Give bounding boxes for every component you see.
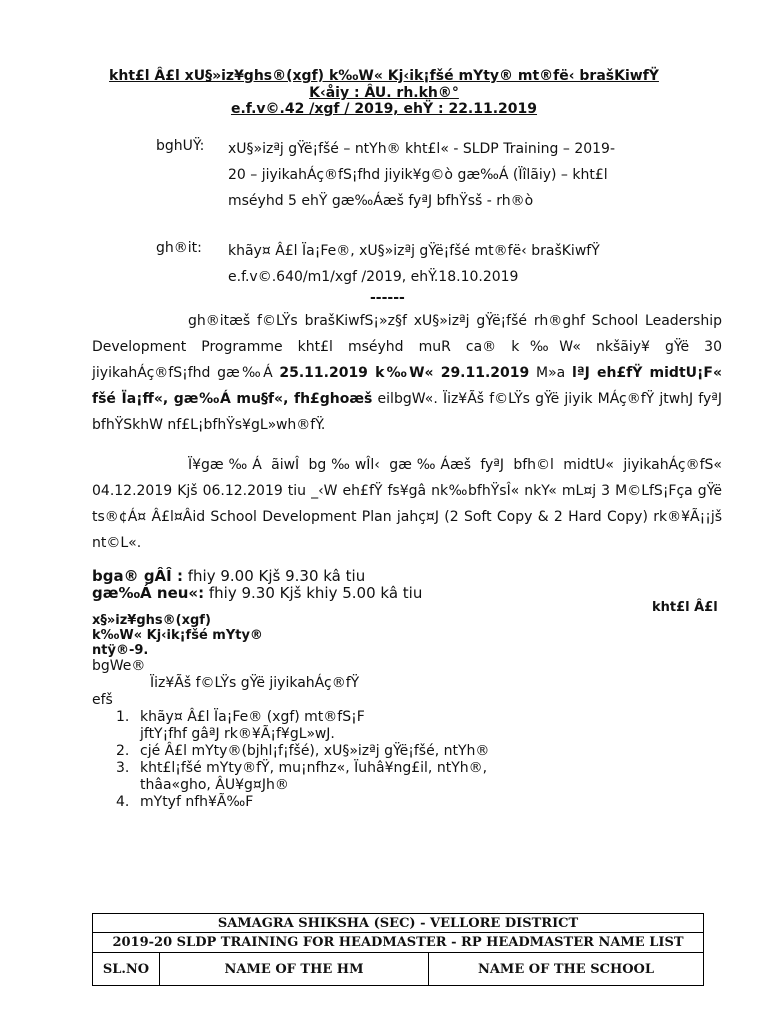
subject-label: bghUŸ: — [156, 138, 205, 154]
list-number: 4. — [116, 794, 130, 810]
date-and: k‰W« — [367, 365, 441, 381]
training-time — [92, 583, 422, 603]
training-label: gæ‰Á neu«: — [92, 584, 205, 602]
list-number: 2. — [116, 743, 130, 759]
list-item — [116, 760, 489, 794]
list-line: thâa«gho, ÂU¥g¤Jh® — [140, 777, 289, 793]
list-line: khãy¤ Â£l Ïa¡Fe® (xgf) mt®fS¡F — [140, 709, 365, 725]
subject-line: 20 – jiyikahÁç®fS¡fhd jiyik¥g©ò gæ‰Á (Ïîlãiy) – kht£l — [228, 167, 608, 183]
header-line-1: kht£l Â£l xU§»iz¥ghs®(xgf) k‰W« Kj‹ik¡fšé mYty® mt®fë‹ brašKiwfŸ — [109, 68, 659, 84]
signature-line: x§»iz¥ghs®(xgf) — [92, 613, 211, 628]
signature-right: kht£l Â£l — [652, 600, 718, 615]
recipient-text: Ïiz¥Ãš f©LŸs gŸë jiyikahÁç®fŸ — [150, 675, 360, 691]
registration-label: bga® gÂÎ : — [92, 567, 183, 585]
para1-text: gh®itæš f©LŸs brašKiwfS¡»z§f xU§»izªj gŸë¡fšé rh®ghf School Leadership Development Programme kht£l mséyhd muR ca® k‰W« nkšãiy¥ gŸë 30 jiyikahÁç®fS¡fhd gæ‰Á — [92, 313, 722, 381]
column-header-hm-name: NAME OF THE HM — [160, 953, 429, 986]
body-paragraph-1 — [92, 308, 722, 438]
para1-text: eilbgW«. Ïiz¥Ãš f©LŸs gŸë jiyik MÁç®fŸ jtwhJ fyªJ bfhŸSkhW nf£L¡bfhŸs¥gL»wh®fŸ. — [92, 391, 723, 433]
table-title: SAMAGRA SHIKSHA (SEC) - VELLORE DISTRICT — [93, 914, 704, 933]
body-paragraph-2: Ï¥gæ‰Á ãiwÎ bg‰wÎl‹ gæ‰Áæš fyªJ bfh©l midtU« jiyikahÁç®fS« 04.12.2019 Kjš 06.12.2019 tiu _‹W eh£fŸ fs¥gâ nk‰bfhŸsÎ« nkY« mL¤j 3 M©LfS¡Fça gŸë ts®¢Á¤ Â£l¤Âid School Development Plan jahç¤J (2 Soft Copy & 2 Hard Copy) rk®¥Ã¡¡jš nt©L«. — [92, 457, 722, 551]
signature-line: ntÿ®-9. — [92, 643, 149, 658]
table-subtitle: 2019-20 SLDP TRAINING FOR HEADMASTER - RP HEADMASTER NAME LIST — [93, 933, 704, 953]
list-line: jftY¡fhf gâªJ rk®¥Ã¡f¥gL»wJ. — [140, 726, 335, 742]
subject-line: xU§»izªj gŸë¡fšé – ntYh® kht£l« - SLDP Training – 2019- — [228, 141, 616, 157]
list-number: 3. — [116, 760, 130, 776]
list-item — [116, 794, 489, 811]
list-line: mYtyf nfh¥Ã‰F — [140, 794, 254, 810]
venue-phrase: lªJ eh£fŸ midtU¡F« fšé Ïa¡ff«, gæ‰Á mu§f«, fh£ghoæš — [92, 365, 723, 407]
reference-label: gh®it: — [156, 240, 202, 256]
header-line-3: e.f.v©.42 /xgf / 2019, ehŸ : 22.11.2019 — [230, 101, 538, 117]
column-header-school-name: NAME OF THE SCHOOL — [429, 953, 704, 986]
reference-text — [228, 238, 600, 290]
subject-text — [228, 136, 615, 214]
para1-text: M»a — [529, 365, 572, 381]
separator: ------ — [370, 290, 405, 306]
list-line: cjé Â£l mYty®(bjhl¡f¡fšé), xU§»izªj gŸë¡fšé, ntYh® — [140, 743, 490, 759]
list-number: 1. — [116, 709, 130, 725]
header-line-2: K‹åiy : ÂU. rh.kh®° — [309, 85, 459, 101]
training-value: fhiy 9.30 Kjš khiy 5.00 kâ tiu — [204, 584, 423, 602]
column-header-slno: SL.NO — [93, 953, 160, 986]
copy-list — [116, 709, 489, 811]
headmaster-table — [92, 913, 704, 986]
date-to: 29.11.2019 — [440, 365, 530, 381]
registration-value: fhiy 9.00 Kjš 9.30 kâ tiu — [182, 567, 366, 585]
list-line: kht£l¡fšé mYty®fŸ, mu¡nfhz«, Ïuhâ¥ng£il, ntYh®, — [140, 760, 488, 776]
subject-line: mséyhd 5 ehŸ gæ‰Áæš fyªJ bfhŸsš - rh®ò — [228, 193, 534, 209]
reference-line: khãy¤ Â£l Ïa¡Fe®, xU§»izªj gŸë¡fšé mt®fë‹ brašKiwfŸ — [228, 243, 600, 259]
list-item — [116, 743, 489, 760]
signature-line: k‰W« Kj‹ik¡fšé mYty® — [92, 628, 263, 643]
date-from: 25.11.2019 — [279, 365, 368, 381]
signature-block — [92, 613, 263, 658]
recipient-label: bgWe® — [92, 658, 146, 674]
copy-label: efš — [92, 692, 113, 708]
list-item — [116, 709, 489, 743]
reference-line: e.f.v©.640/m1/xgf /2019, ehŸ.18.10.2019 — [228, 269, 519, 285]
